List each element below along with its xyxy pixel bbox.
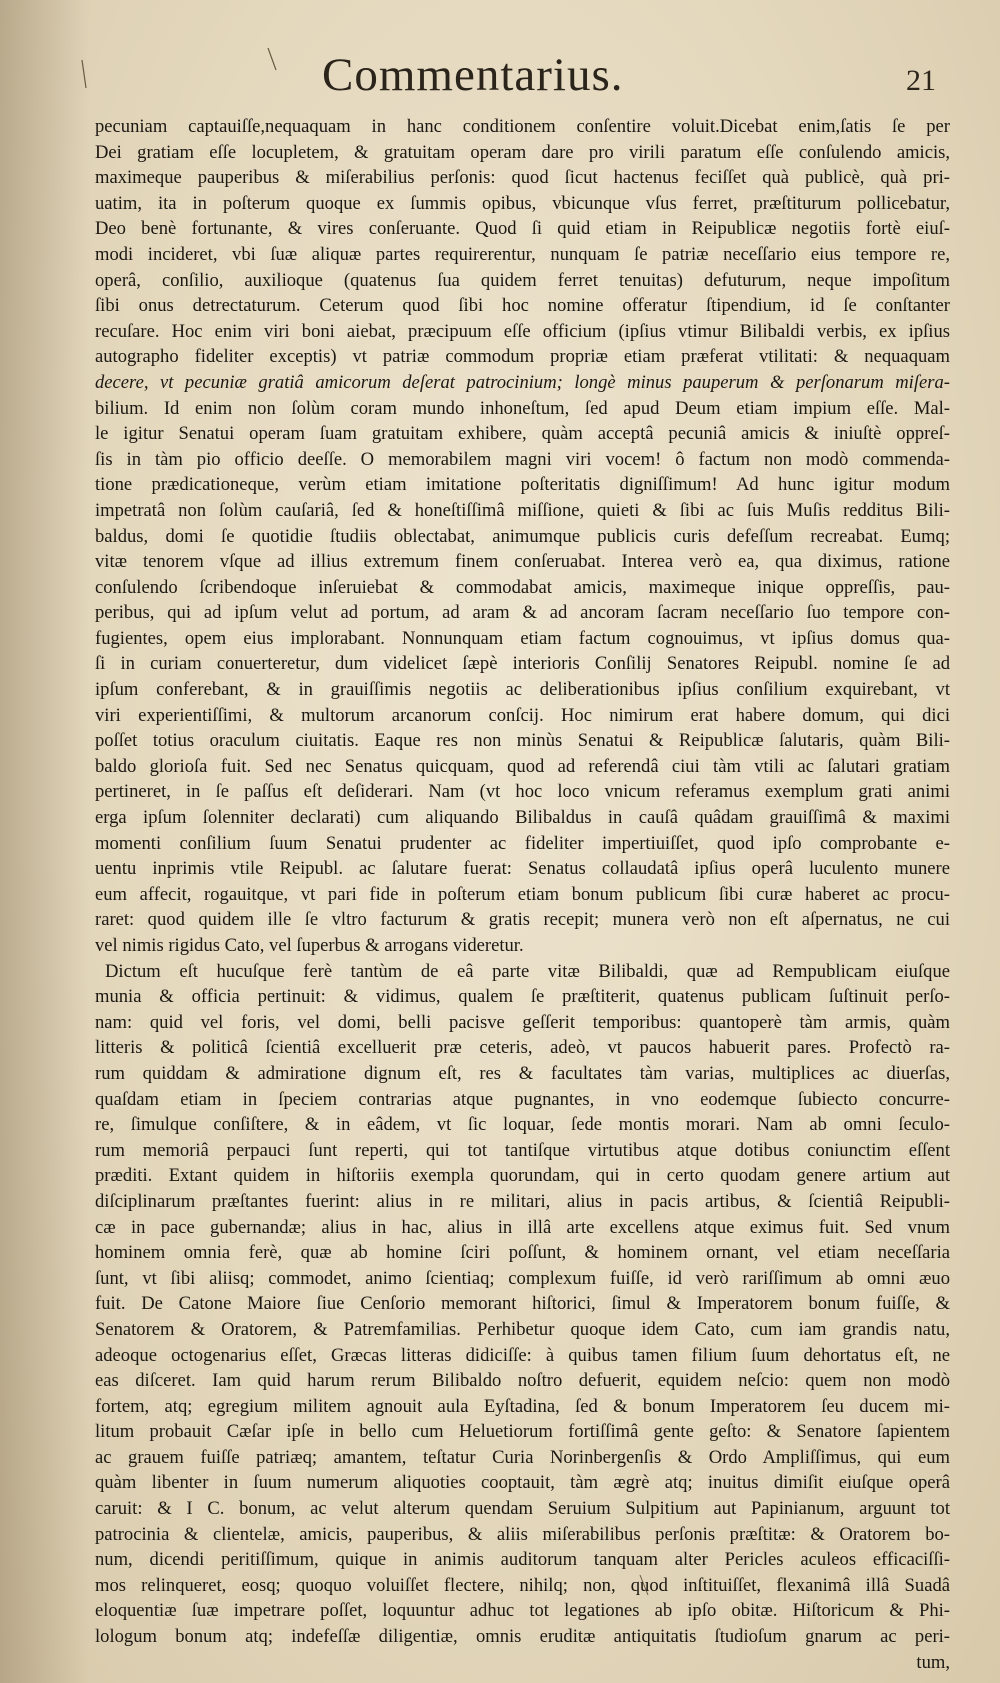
text-line: tione prædicationeque, verùm etiam imitatione poſteritatis digniſſimum! Ad hunc igitur modum	[95, 474, 950, 496]
text-line: caruit: & I C. bonum, ac velut alterum quendam Seruium Sulpitium aut Papinianum, arguunt tot	[95, 1498, 950, 1520]
text-line: mos relinqueret, eosq; quoquo voluiſſet flectere, nihilq; non, quod inſtituiſſet, flexanimâ illâ Suadâ	[95, 1574, 950, 1596]
text-line: præditi. Extant quidem in hiſtoriis exempla quorundam, qui in certo quodam genere artium aut	[95, 1165, 950, 1187]
text-line: vel nimis rigidus Cato, vel ſuperbus & arrogans videretur.	[95, 935, 524, 956]
text-line: conſulendo ſcribendoque inſeruiebat & commodabat amicis, maximeque inique oppreſſis, pau-	[95, 576, 950, 598]
text-line: viri experientiſſimi, & multorum arcanorum conſcij. Hoc nimirum erat habere domum, qui dici	[95, 704, 950, 726]
text-line: Dictum eſt hucuſque ferè tantùm de eâ parte vitæ Bilibaldi, quæ ad Rempublicam eiuſque	[105, 960, 950, 982]
text-line: quaſdam etiam in ſpeciem contrarias atque pugnantes, in vno eodemque ſubiecto concurre-	[95, 1088, 950, 1110]
text-line: ſunt, vt ſibi aliisq; commodet, animo ſcientiaq; complexum fuiſſe, id verò rariſſimum ab omni æuo	[95, 1267, 950, 1289]
text-line: modi incideret, vbi ſuæ aliquæ partes requirerentur, nunquam ſe patriæ neceſſario eius tempore re,	[95, 243, 950, 265]
text-line: ipſum conferebant, & in grauiſſimis negotiis ac deliberationibus ipſius conſilium exquirebant, vt	[95, 679, 950, 701]
text-line: Senatorem & Oratorem, & Patremfamilias. Perhibetur quoque idem Cato, cum iam grandis natu,	[95, 1318, 950, 1340]
text-line: munia & officia pertinuit: & vidimus, qualem ſe præſtiterit, quatenus publicam ſuſtinuit perſo-	[95, 986, 950, 1008]
text-line: raret: quod quidem ille ſe vltro facturum & gratis recepit; munera verò non eſt aſpernatus, ne cui	[95, 909, 950, 931]
text-line: re, ſimulque conſiſtere, & in eâdem, vt ſic loquar, ſede montis morari. Nam ab omni ſeculo-	[95, 1114, 950, 1136]
text-line: nam: quid vel foris, vel domi, belli pacisve geſſerit temporibus: quantoperè tàm armis, quàm	[95, 1011, 950, 1033]
text-line: erga ipſum ſolenniter declarati) cum aliquando Bilibaldus in cauſâ quâdam grauiſſimâ & maximi	[95, 807, 950, 829]
text-line: hominem omnia ferè, quæ ab homine ſciri poſſunt, & hominem ornant, vel etiam neceſſaria	[95, 1242, 950, 1264]
text-line: Dei gratiam eſſe locupletem, & gratuitam operam dare pro virili paratum eſſe conſulendo amicis,	[95, 141, 950, 163]
text-line: litteris & politicâ ſcientiâ excelluerit præ ceteris, adeò, vt paucos habuerit pares. Profectò ra-	[95, 1037, 950, 1059]
text-line: operâ, conſilio, auxilioque (quatenus ſua quidem ferret tenuitas) defuturum, neque impoſitum	[95, 269, 950, 291]
text-line: ſis in tàm pio officio deeſſe. O memorabilem magni viri vocem! ô factum non modò commenda-	[95, 448, 950, 470]
text-line: litum probauit Cæſar ipſe in bello cum Heluetiorum fortiſſimâ gente geſto: & Senatore ſapientem	[95, 1421, 950, 1443]
text-line: eum affecit, rogauitque, vt pari fide in poſterum etiam bonum publicum ſibi curæ haberet ac procu-	[95, 883, 950, 905]
text-line: ac grauem fuiſſe patriæq; amantem, teſtatur Curia Norinbergenſis & Ordo Ampliſſimus, qui eum	[95, 1446, 950, 1468]
text-line: uentu inprimis vtile Reipubl. ac ſalutare fuerat: Senatus collaudatâ ipſius operâ luculento munere	[95, 858, 950, 880]
text-line: momenti conſilium ſuum Senatui prudenter ac fideliter impertiuiſſet, quod ipſo comprobante e-	[95, 832, 950, 854]
gutter-shadow	[0, 0, 90, 1683]
text-line: quàm libenter in ſuum numerum aliquoties cooptauit, tàm ægrè atq; inuitus dimiſit eiuſque operâ	[95, 1472, 950, 1494]
text-line: peribus, qui ad ipſum velut ad portum, ad aram & ad ancoram ſacram neceſſario ſuo tempore con-	[95, 602, 950, 624]
page-header	[0, 48, 1000, 108]
text-line: fugientes, opem eius implorabant. Nonnunquam etiam factum cognouimus, vt ipſius domus qua-	[95, 627, 950, 649]
running-title: Commentarius.	[322, 49, 624, 101]
text-line: bilium. Id enim non ſolùm coram mundo inhoneſtum, ſed apud Deum etiam impium eſſe. Mal-	[95, 397, 950, 419]
text-line: pecuniam captauiſſe,nequaquam in hanc conditionem conſentire voluit.Dicebat enim,ſatis ſe per	[95, 116, 950, 137]
text-line: Deo benè fortunante, & vires conſeruante. Quod ſi quid etiam in Reipublicæ negotiis fortè eiuſ-	[95, 218, 950, 240]
body-text	[95, 114, 950, 1675]
text-line: eloquentiæ ſuæ impetrare poſſet, loquuntur adhuc tot legationes ab ipſo obitæ. Hiſtoricum & Phi-	[95, 1600, 950, 1622]
text-line: lologum bonum atq; indefeſſæ diligentiæ, omnis eruditæ antiquitatis ſtudioſum gnarum ac peri-	[95, 1626, 950, 1648]
text-line: vitæ tenorem vſque ad illius extremum finem conſeruabat. Interea verò ea, qua diximus, ratione	[95, 551, 950, 573]
text-line: uatim, ita in poſterum quoque ex ſummis opibus, vbicunque vſus ferret, præſtiturum pollicebatur,	[95, 192, 950, 214]
text-line: baldo glorioſa fuit. Sed nec Senatus quicquam, quod ad referendâ ciui tàm vtili ac ſalutari gratiam	[95, 755, 950, 777]
text-line: fortem, atq; egregium militem agnouit aula Eyſtadina, ſed & bonum Imperatorem ſeu ducem mi-	[95, 1395, 950, 1417]
text-line: baldus, domi ſe quotidie ſtudiis oblectabat, animumque publicis curis defeſſum recreabat. Eumq;	[95, 525, 950, 547]
text-line: fuit. De Catone Maiore ſiue Cenſorio memorant hiſtorici, ſimul & Imperatorem bonum fuiſſe, &	[95, 1293, 950, 1315]
text-line: num, dicendi peritiſſimum, quique in animis auditorum tanquam alter Pericles aculeos efficaciſſi-	[95, 1549, 950, 1571]
text-line: recuſare. Hoc enim viri boni aiebat, præcipuum eſſe officium (ipſius vtimur Bilibaldi verbis, ex ipſius	[95, 320, 950, 342]
text-line: autographo fideliter exceptis) vt patriæ commodum propriæ etiam præferat vtilitati: & nequaquam	[95, 346, 950, 368]
text-line: ſibi onus detrectaturum. Ceterum quod ſibi hoc nomine offeratur ſtipendium, id ſe conſtanter	[95, 295, 950, 317]
text-line: poſſet totius oraculum ciuitatis. Eaque res non minùs Senatui & Reipublicæ ſalutaris, quàm Bili-	[95, 730, 950, 752]
text-line: le igitur Senatui operam ſuam gratuitam exhibere, quàm acceptâ pecuniâ amicis & iniuſtè oppreſ-	[95, 423, 950, 445]
page-number: 21	[906, 64, 936, 97]
text-line: impetratâ non ſolùm cauſariâ, ſed & honeſtiſſimâ miſſione, quieti & ſibi ac ſuis Muſis redditus Bili-	[95, 499, 950, 521]
text-line: ſi in curiam conuerteretur, dum videlicet ſæpè interioris Conſilij Senatores Reipubl. nomine ſe ad	[95, 653, 950, 675]
text-line: cæ in pace gubernandæ; alius in hac, alius in illâ arte excellens atque eximus fuit. Sed vnum	[95, 1216, 950, 1238]
text-line: tum,	[916, 1651, 950, 1673]
text-line: patrocinia & clientelæ, amicis, pauperibus, & aliis miſerabilibus perſonis præſtitæ: & Oratorem bo-	[95, 1523, 950, 1545]
text-line: adeoque octogenarius eſſet, Græcas litteras didiciſſe: à quibus tamen filium ſuum dehortatus eſt, ne	[95, 1344, 950, 1366]
text-line: diſciplinarum præſtantes fuerint: alius in re militari, alius in pacis artibus, & ſcientiâ Reipubli-	[95, 1190, 950, 1212]
text-line: pertineret, in ſe paſſus eſt deſiderari. Nam (vt hoc loco vnicum referamus exemplum grati animi	[95, 781, 950, 803]
text-line: decere, vt pecuniæ gratiâ amicorum deſerat patrocinium; longè minus pauperum & perſonarum miſera-	[95, 371, 950, 393]
text-line: maximeque pauperibus & miſerabilius perſonis: quod ſicut hactenus feciſſet quà publicè, quà pri-	[95, 167, 950, 189]
text-line: eas diſceret. Iam quid harum rerum Bilibaldo noſtro defuerit, equidem neſcio: quem non modò	[95, 1370, 950, 1392]
text-line: rum memoriâ perpauci ſunt reperti, qui tot tantiſque virtutibus atque dotibus coniunctim eſſent	[95, 1139, 950, 1161]
text-line: rum quiddam & admiratione dignum eſt, res & facultates tàm varias, multiplices ac diuerſas,	[95, 1062, 950, 1084]
